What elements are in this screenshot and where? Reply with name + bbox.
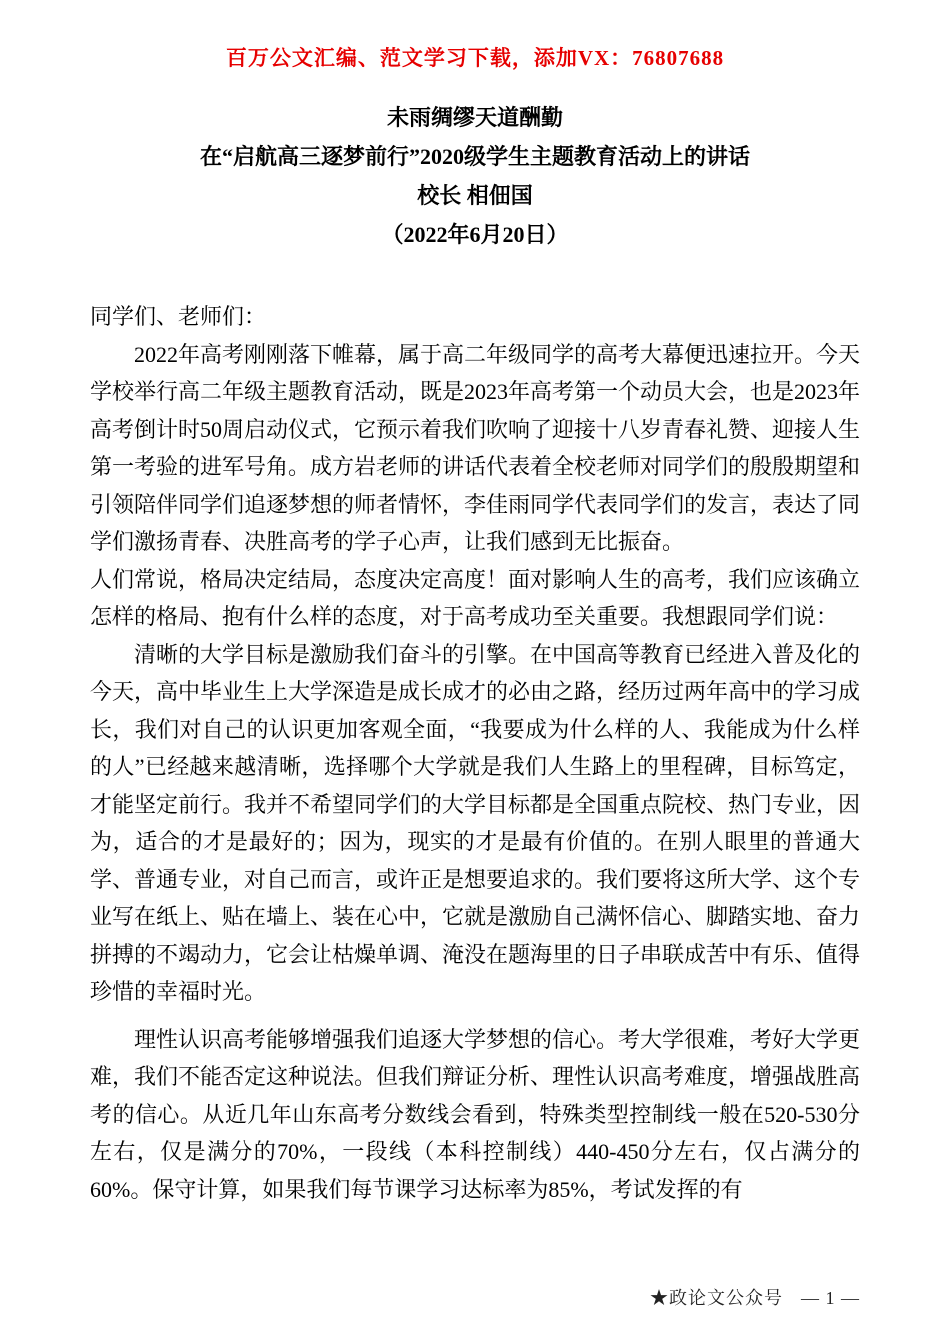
document-title: 未雨绸缪天道酬勤	[386, 105, 563, 130]
document-body	[90, 284, 860, 1208]
footer-brand: ★政论文公众号	[650, 1288, 783, 1308]
footer	[650, 1284, 860, 1310]
paragraph: 人们常说，格局决定结局，态度决定高度！面对影响人生的高考，我们应该确立怎样的格局、抱有什么样的态度，对于高考成功至关重要。我想跟同学们说：	[90, 566, 861, 629]
paragraph: 2022年高考刚刚落下帷幕，属于高二年级同学的高考大幕便迅速拉开。今天学校举行高二年级主题教育活动，既是2023年高考第一个动员大会，也是2023年高考倒计时50周启动仪式，它预示着我们吹响了迎接十八岁青春礼赞、迎接人生第一考验的进军号角。成方岩老师的讲话代表着全校老师对同学们的殷殷期望和引领陪伴同学们追逐梦想的师者情怀，李佳雨同学代表同学们的发言，表达了同学们激扬青春、决胜高考的学子心声，让我们感到无比振奋。	[90, 341, 861, 554]
date-line: （2022年6月20日）	[381, 222, 569, 247]
document-subtitle: 在“启航高三逐梦前行”2020级学生主题教育活动上的讲话	[199, 144, 750, 169]
page-number: — 1 —	[801, 1288, 860, 1308]
paragraph: 理性认识高考能够增强我们追逐大学梦想的信心。考大学很难，考好大学更难，我们不能否定这种说法。但我们辩证分析、理性认识高考难度，增强战胜高考的信心。从近几年山东高考分数线会看到，特殊类型控制线一般在520-530分左右，仅是满分的70%，一段线（本科控制线）440-450分左右，仅占满分的60%。保守计算，如果我们每节课学习达标率为85%，考试发挥的有	[90, 1026, 861, 1202]
paragraph: 清晰的大学目标是激励我们奋斗的引擎。在中国高等教育已经进入普及化的今天，高中毕业生上大学深造是成长成才的必由之路，经历过两年高中的学习成长，我们对自己的认识更加客观全面，“我要成为什么样的人、我能成为什么样的人”已经越来越清晰，选择哪个大学就是我们人生路上的里程碑，目标笃定，才能坚定前行。我并不希望同学们的大学目标都是全国重点院校、热门专业，因为，适合的才是最好的；因为，现实的才是最有价值的。在别人眼里的普通大学、普通专业，对自己而言，或许正是想要追求的。我们要将这所大学、这个专业写在纸上、贴在墙上、装在心中，它就是激励自己满怀信心、脚踏实地、奋力拼搏的不竭动力，它会让枯燥单调、淹没在题海里的日子串联成苦中有乐、值得珍惜的幸福时光。	[90, 641, 861, 1004]
title-block	[90, 98, 860, 254]
salutation: 同学们、老师们：	[90, 304, 267, 329]
author-line: 校长 相佃国	[417, 183, 533, 208]
header-notice: 百万公文汇编、范文学习下载，添加VX：76807688	[225, 46, 725, 70]
